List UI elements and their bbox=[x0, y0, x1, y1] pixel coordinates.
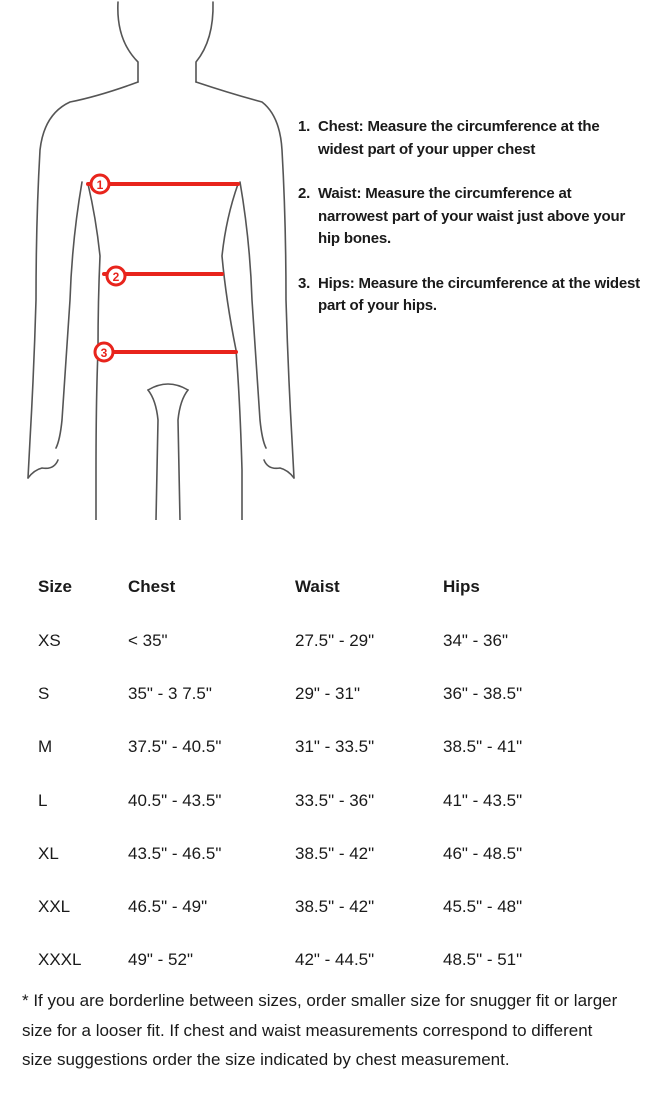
table-row bbox=[24, 827, 593, 880]
cell-hips: 41" - 43.5" bbox=[443, 790, 523, 810]
cell-hips: 45.5" - 48" bbox=[443, 897, 523, 917]
instruction-chest bbox=[298, 116, 643, 161]
cell-size: XS bbox=[38, 630, 61, 650]
cell-waist: 38.5" - 42" bbox=[295, 897, 375, 917]
header-chest: Chest bbox=[128, 577, 176, 596]
cell-chest: 43.5" - 46.5" bbox=[128, 843, 222, 863]
instruction-text: Measure the circumference at the widest part of your upper chest bbox=[318, 118, 600, 158]
marker-2-label: 2 bbox=[112, 270, 120, 284]
table-row bbox=[24, 774, 593, 827]
cell-chest: 46.5" - 49" bbox=[128, 897, 208, 917]
cell-waist: 42" - 44.5" bbox=[295, 950, 375, 970]
cell-waist: 33.5" - 36" bbox=[295, 790, 375, 810]
header-waist: Waist bbox=[295, 577, 340, 596]
size-chart-table bbox=[24, 560, 593, 987]
table-row bbox=[24, 880, 593, 933]
sizing-footnote: * If you are borderline between sizes, order smaller size for snugger fit or larger size for a looser fit. If chest and waist measurements correspond to different size suggestions order the size indicated by chest measurement. bbox=[22, 991, 618, 1069]
table-row bbox=[24, 667, 593, 720]
marker-3 bbox=[95, 343, 113, 361]
instruction-number: 2. bbox=[298, 185, 311, 202]
instruction-number: 1. bbox=[298, 118, 311, 135]
table-header-row bbox=[24, 560, 593, 614]
cell-chest: 35" - 3 7.5" bbox=[128, 683, 212, 703]
measurement-instructions bbox=[298, 116, 643, 340]
instruction-label: Chest: bbox=[318, 118, 364, 135]
body-outline bbox=[28, 2, 294, 520]
instruction-text: Measure the circumference at narrowest part of your waist just above your hip bones. bbox=[318, 185, 626, 247]
cell-size: XL bbox=[38, 843, 59, 863]
cell-waist: 38.5" - 42" bbox=[295, 843, 375, 863]
table-row bbox=[24, 614, 593, 667]
table-row bbox=[24, 934, 593, 987]
header-size: Size bbox=[38, 577, 73, 596]
instruction-number: 3. bbox=[298, 274, 311, 292]
instruction-label: Waist: bbox=[318, 185, 362, 202]
instruction-label: Hips: bbox=[318, 274, 355, 292]
cell-hips: 46" - 48.5" bbox=[443, 843, 523, 863]
instruction-waist bbox=[298, 183, 643, 251]
cell-hips: 36" - 38.5" bbox=[443, 683, 523, 703]
head-outline bbox=[118, 2, 138, 82]
cell-waist: 27.5" - 29" bbox=[295, 630, 375, 650]
header-hips: Hips bbox=[443, 577, 480, 596]
marker-3-label: 3 bbox=[100, 346, 108, 360]
cell-chest: 40.5" - 43.5" bbox=[128, 790, 222, 810]
cell-size: L bbox=[38, 790, 48, 810]
cell-size: S bbox=[38, 683, 50, 703]
cell-hips: 34" - 36" bbox=[443, 630, 508, 650]
marker-2 bbox=[107, 267, 125, 285]
cell-size: M bbox=[38, 737, 53, 757]
right-arm-outline bbox=[196, 82, 294, 478]
cell-waist: 29" - 31" bbox=[295, 683, 360, 703]
marker-1-label: 1 bbox=[96, 178, 104, 192]
instruction-text: Measure the circumference at the widest part of your hips. bbox=[318, 274, 640, 314]
cell-chest: < 35" bbox=[128, 630, 168, 650]
cell-chest: 49" - 52" bbox=[128, 950, 193, 970]
marker-1 bbox=[91, 175, 109, 193]
cell-hips: 38.5" - 41" bbox=[443, 737, 523, 757]
cell-waist: 31" - 33.5" bbox=[295, 737, 375, 757]
table-row bbox=[24, 721, 593, 774]
instruction-hips bbox=[298, 273, 643, 318]
cell-hips: 48.5" - 51" bbox=[443, 950, 523, 970]
body-measurement-figure bbox=[0, 0, 300, 520]
cell-chest: 37.5" - 40.5" bbox=[128, 737, 222, 757]
cell-size: XXL bbox=[38, 897, 71, 917]
cell-size: XXXL bbox=[38, 950, 82, 970]
